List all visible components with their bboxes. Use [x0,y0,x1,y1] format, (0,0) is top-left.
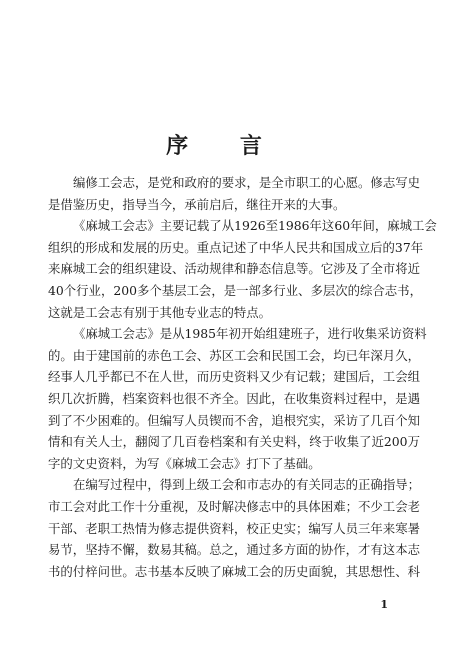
text-line: 市工会对此工作十分重视，及时解决修志中的具体困难；不少工会老 [48,498,420,514]
text-line: 经事人几乎都已不在人世，而历史资料又少有记载；建国后，工会组 [48,369,420,385]
text-line: 40个行业，200多个基层工会，是一部多行业、多层次的综合志书， [48,282,422,298]
text-line: 干部、老职工热情为修志提供资料，校正史实；编写人员三年来寒暑 [48,520,420,536]
text-line: 情和有关人士，翻阅了几百卷档案和有关史料，终于收集了近200万 [48,434,420,450]
text-line: 来麻城工会的组织建设、活动规律和静态信息等。它涉及了全市将近 [48,261,420,277]
page-number: 1 [380,598,388,611]
text-line: 字的文史资料，为写《麻城工会志》打下了基础。 [48,455,321,471]
text-line: 编修工会志，是党和政府的要求，是全市职工的心愿。修志写史 [73,175,420,190]
text-line: 是借鉴历史，指导当今，承前启后，继往开来的大事。 [48,196,346,212]
text-line: 的。由于建国前的赤色工会、苏区工会和民国工会，均已年深月久， [48,347,420,363]
text-line: 易节，坚持不懈，数易其稿。总之，通过多方面的协作，才有这本志 [48,542,420,558]
text-line: 到了不少困难的。但编写人员锲而不舍，追根究实，采访了几百个知 [48,412,420,428]
page-title: 序 言 [166,132,284,159]
text-line: 《麻城工会志》是从1985年初开始组建班子，进行收集采访资料 [73,326,427,342]
text-line: 书的付梓问世。志书基本反映了麻城工会的历史面貌，其思想性、科 [48,563,420,579]
text-line: 组织的形成和发展的历史。重点记述了中华人民共和国成立后的37年 [48,239,424,255]
text-line: 《麻城工会志》主要记载了从1926至1986年这60年间，麻城工会 [73,218,437,234]
text-line: 在编写过程中，得到上级工会和市志办的有关同志的正确指导； [73,477,420,493]
text-line: 这就是工会志有别于其他专业志的特点。 [48,304,272,320]
text-line: 织几次折腾，档案资料也很不齐全。因此，在收集资料过程中，是遇 [48,390,420,406]
body-text [48,172,437,582]
